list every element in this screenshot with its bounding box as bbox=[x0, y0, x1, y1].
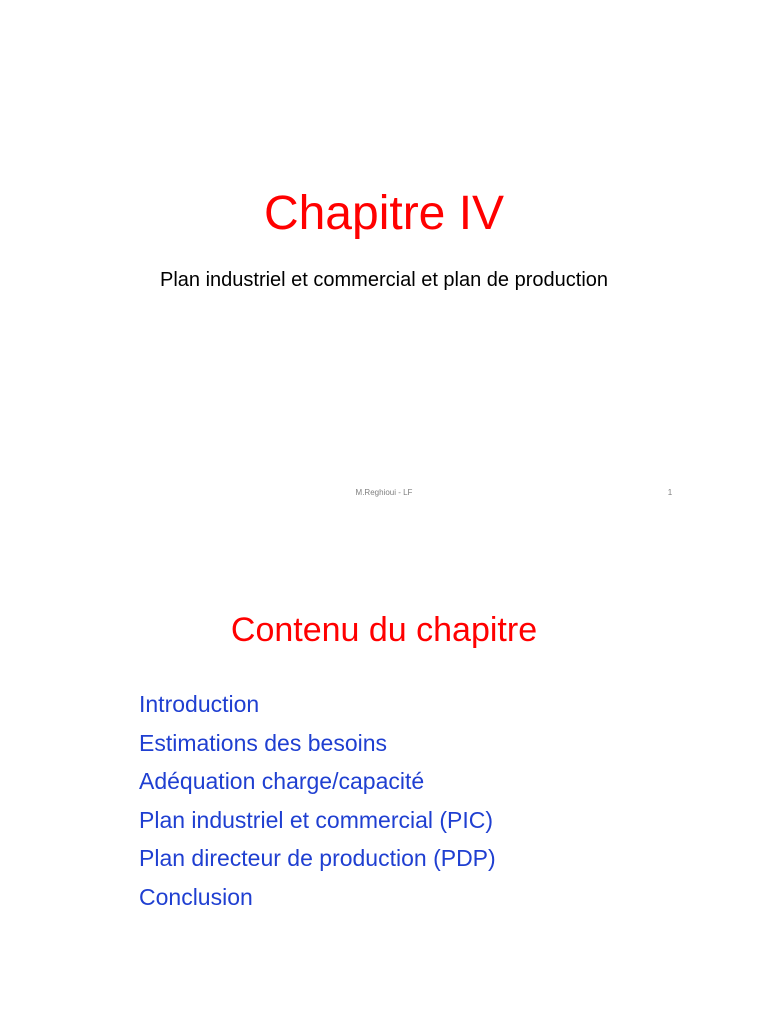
list-item: Plan industriel et commercial (PIC) bbox=[139, 806, 494, 833]
page-number: 1 bbox=[667, 488, 673, 497]
chapter-subtitle: Plan industriel et commercial et plan de production bbox=[159, 269, 609, 291]
list-item: Adéquation charge/capacité bbox=[139, 768, 425, 795]
list-item: Estimations des besoins bbox=[139, 729, 388, 756]
list-item: Introduction bbox=[139, 691, 260, 717]
list-item: Conclusion bbox=[139, 883, 253, 910]
contents-list bbox=[139, 685, 496, 917]
chapter-title: Chapitre IV bbox=[263, 187, 505, 240]
contents-slide bbox=[0, 512, 768, 1024]
list-item: Plan directeur de production (PDP) bbox=[139, 845, 496, 872]
footer-author: M.Reghioui - LF bbox=[355, 488, 413, 497]
contents-title: Contenu du chapitre bbox=[230, 611, 538, 649]
